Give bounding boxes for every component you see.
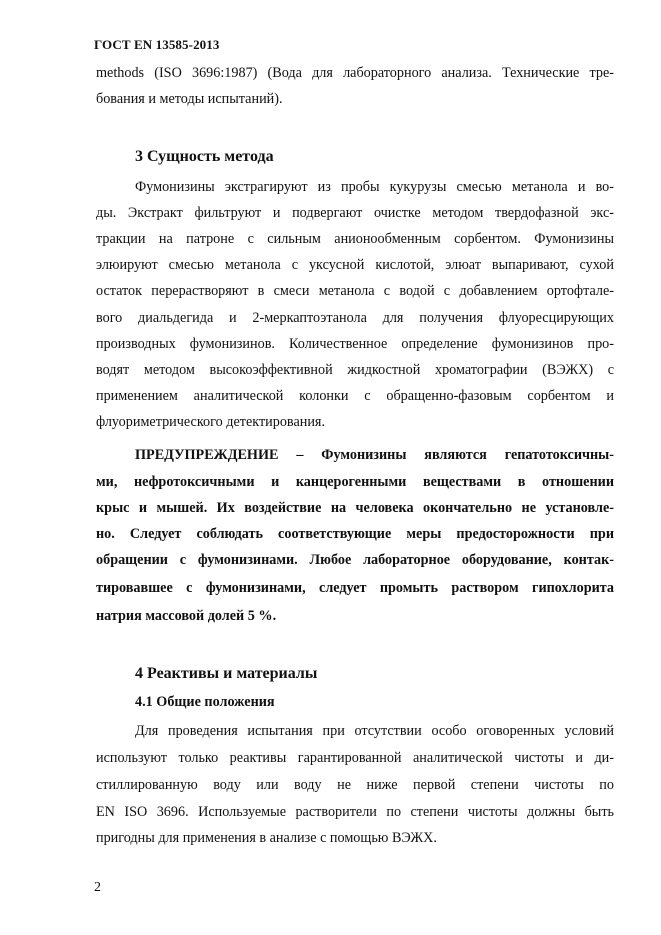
- section-4-line: EN ISO 3696. Используемые растворители по степени чистоты должны быть: [96, 804, 614, 820]
- intro-line-1: methods (ISO 3696:1987) (Вода для лабораторного анализа. Технические тре-: [96, 65, 614, 81]
- page-number: 2: [94, 880, 101, 895]
- section-3-line: остаток перерастворяют в смеси метанола с водой с добавлением ортофтале-: [96, 283, 614, 299]
- section-3-line: Фумонизины экстрагируют из пробы кукурузы смесью метанола и во-: [135, 179, 614, 195]
- section-3-line: водят методом высокоэффективной жидкостной хроматографии (ВЭЖХ) с: [96, 362, 614, 378]
- section-3-line: элюируют смесью метанола с уксусной кислотой, элюат выпаривают, сухой: [96, 257, 614, 273]
- warning-line: ми, нефротоксичными и канцерогенными веществами в отношении: [96, 474, 614, 490]
- warning-line: но. Следует соблюдать соответствующие меры предосторожности при: [96, 526, 614, 542]
- intro-line-2: бования и методы испытаний).: [96, 91, 283, 107]
- section-3-line: применением аналитической колонки с обращенно-фазовым сорбентом и: [96, 388, 614, 404]
- section-3-line: ды. Экстракт фильтруют и подвергают очистке методом твердофазной экс-: [96, 205, 614, 221]
- section-4-heading: 4 Реактивы и материалы: [135, 665, 318, 682]
- section-3-line: флуориметрического детектирования.: [96, 414, 325, 430]
- section-4-line: стиллированную воду или воду не ниже первой степени чистоты по: [96, 777, 614, 793]
- warning-line: натрия массовой долей 5 %.: [96, 608, 277, 624]
- section-4-1-heading: 4.1 Общие положения: [135, 694, 275, 710]
- section-3-heading: 3 Сущность метода: [135, 148, 274, 165]
- section-3-line: тракции на патроне с сильным анионообменным сорбентом. Фумонизины: [96, 231, 614, 247]
- section-3-line: вого диальдегида и 2-меркаптоэтанола для получения флуоресцирующих: [96, 310, 614, 326]
- section-4-line: используют только реактивы гарантированной аналитической чистоты и ди-: [96, 750, 614, 766]
- warning-line: крыс и мышей. Их воздействие на человека окончательно не установле-: [96, 500, 614, 516]
- section-4-line: Для проведения испытания при отсутствии особо оговоренных условий: [135, 723, 614, 739]
- document-header: ГОСТ EN 13585-2013: [94, 37, 220, 52]
- warning-line: обращении с фумонизинами. Любое лабораторное оборудование, контак-: [96, 552, 614, 568]
- warning-line: тировавшее с фумонизинами, следует промыть раствором гипохлорита: [96, 580, 614, 596]
- section-3-line: производных фумонизинов. Количественное определение фумонизинов про-: [96, 336, 614, 352]
- section-4-line: пригодны для применения в анализе с помощью ВЭЖХ.: [96, 830, 437, 846]
- warning-line: ПРЕДУПРЕЖДЕНИЕ – Фумонизины являются гепатотоксичны-: [135, 447, 614, 463]
